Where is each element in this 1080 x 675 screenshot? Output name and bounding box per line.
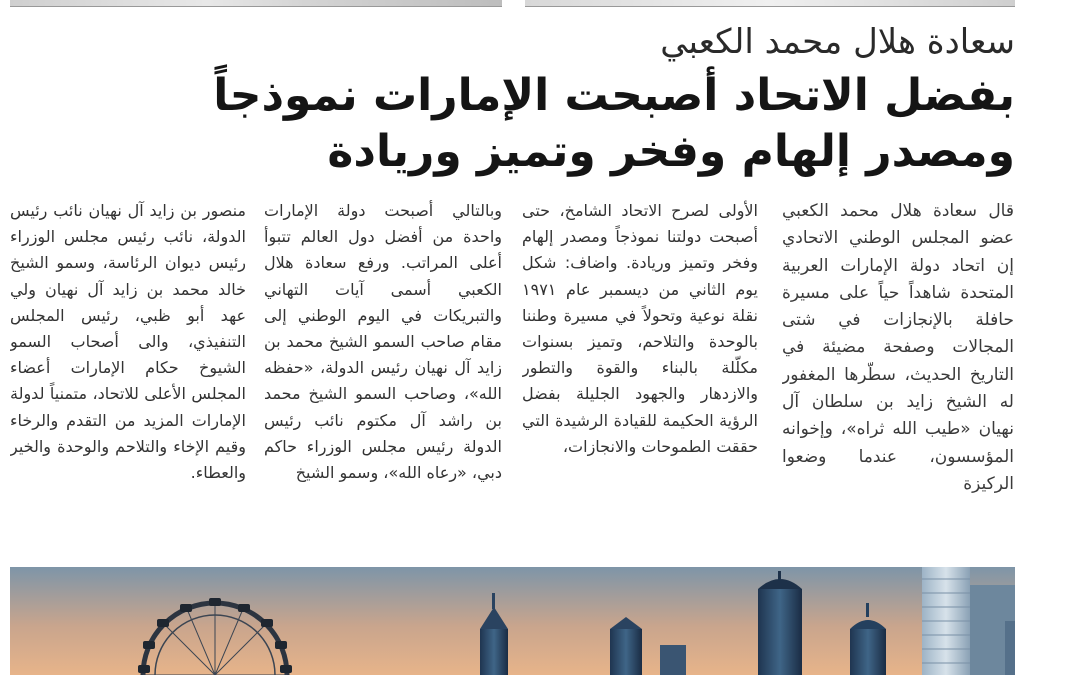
article-column-4: منصور بن زايد آل نهيان نائب رئيس الدولة، نائب رئيس مجلس الوزراء رئيس ديوان الرئاسة، وسمو الشيخ خالد محمد بن زايد آل نهيان ولي عهد أبو ظبي، رئيس المجلس التنفيذي، والى أصحاب السمو الشيوخ حكام الإمارات أعضاء المجلس الأعلى للاتحاد، متمنياً لدولة الإمارات المزيد من التقدم والرخاء وقيم الإخاء والتلاحم والوحدة والخير والعطاء. [10, 201, 246, 483]
article-headline: بفضل الاتحاد أصبحت الإمارات نموذجاً ومصدر إلهام وفخر وتميز وريادة [213, 70, 1015, 177]
article-subtitle: سعادة هلال محمد الكعبي [660, 22, 1015, 62]
article-column-3: وبالتالي أصبحت دولة الإمارات واحدة من أفضل دول العالم تتبوأ أعلى المراتب. ورفع سعادة هلال الكعبي أسمى آيات التهاني والتبريكات في اليوم الوطني إلى مقام صاحب السمو الشيخ محمد بن زايد آل نهيان رئيس الدولة، «حفظه الله»، وصاحب السمو الشيخ محمد بن راشد آل مكتوم نائب رئيس الدولة رئيس مجلس الوزراء حاكم دبي، «رعاه الله»، وسمو الشيخ [264, 201, 502, 483]
skyline-illustration [10, 567, 1015, 675]
article-column-2: الأولى لصرح الاتحاد الشامخ، حتى أصبحت دولتنا نموذجاً ومصدر إلهام وفخر وتميز وريادة. واضاف: شكل يوم الثاني من ديسمبر عام ١٩٧١ نقلة نوعية وتحولاً في مسيرة وطننا بالوحدة والتلاحم، وتميز بسنوات مكلّلة بالبناء والقوة والتطور والازدهار والجهود الجليلة بفضل الرؤية الحكيمة للقيادة الرشيدة التي حققت الطموحات والانجازات، [522, 201, 758, 456]
article-column-1: قال سعادة هلال محمد الكعبي عضو المجلس الوطني الاتحادي إن اتحاد دولة الإمارات العربية المتحدة شاهداً حياً على مسيرة حافلة بالإنجازات في شتى المجالات وصفحة مضيئة في التاريخ الحديث، سطّرها المغفور له الشيخ زايد بن سلطان آل نهيان «طيب الله ثراه»، وإخوانه المؤسسون، عندما وضعوا الركيزة [782, 201, 1014, 494]
top-photo-strip-left [10, 0, 502, 7]
dubai-skyline-photo [10, 567, 1015, 675]
top-photo-strip-right [525, 0, 1015, 7]
